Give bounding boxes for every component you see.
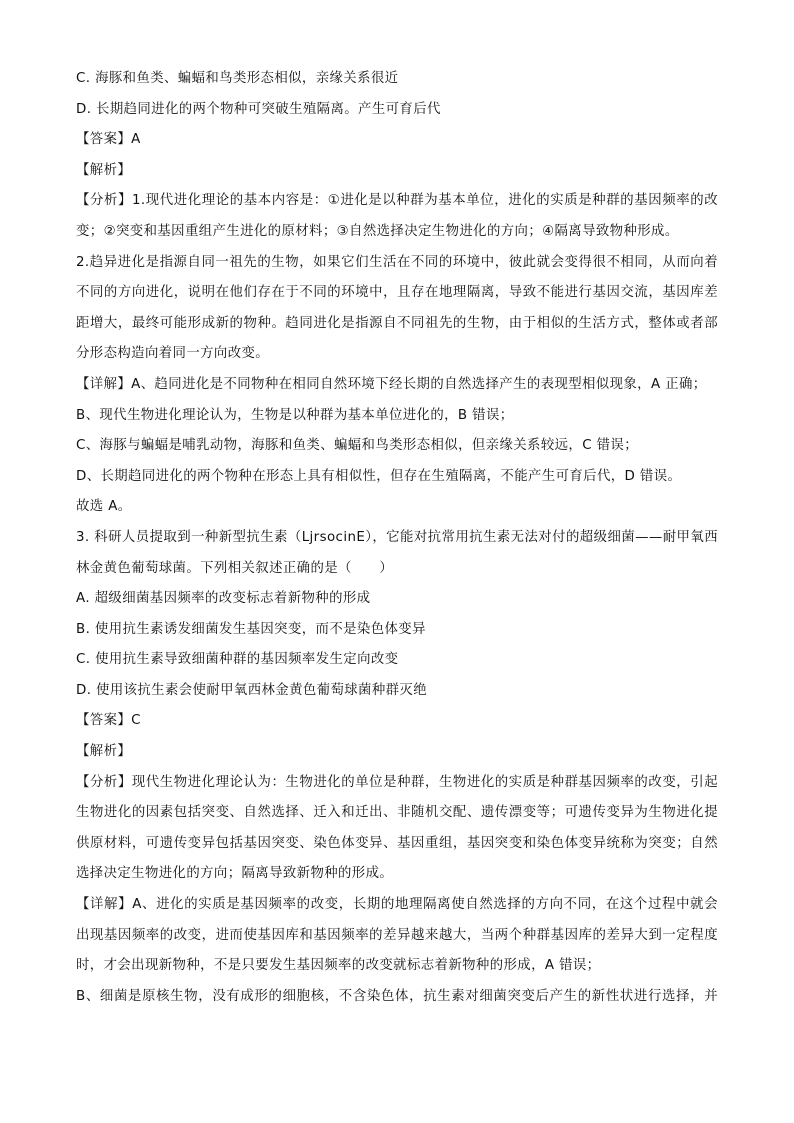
detail-q3-line-3: 时，才会出现新物种，不是只要发生基因频率的改变就标志着新物种的形成，A 错误； <box>76 958 601 974</box>
answer-q2: 【答案】A <box>76 132 141 148</box>
option-b-q3: B. 使用抗生素诱发细菌发生基因突变，而不是染色体变异 <box>76 621 426 637</box>
analysis-q2-line-2: 变；②突变和基因重组产生进化的原材料；③自然选择决定生物进化的方向；④隔离导致物种形成。 <box>76 223 679 239</box>
analysis-q3-line-4: 选择决定生物进化的方向；隔离导致新物种的形成。 <box>76 866 394 882</box>
question-3-line-2: 林金黄色葡萄球菌。下列相关叙述正确的是（ ） <box>76 560 394 576</box>
analysis-q2-line-3: 2.趋异进化是指源自同一祖先的生物，如果它们生活在不同的环境中，彼此就会变得很不相同，从而向着 <box>76 254 718 270</box>
option-c-q2: C. 海豚和鱼类、蝙蝠和鸟类形态相似，亲缘关系很近 <box>76 71 399 86</box>
detail-q2-line-4: D、长期趋同进化的两个物种在形态上具有相似性，但存在生殖隔离，不能产生可育后代，D 错误。 <box>76 468 682 484</box>
document-body <box>76 64 718 1012</box>
conclusion-q2: 故选 A。 <box>76 499 132 515</box>
answer-q3: 【答案】C <box>76 713 141 729</box>
option-a-q3: A. 超级细菌基因频率的改变标志着新物种的形成 <box>76 591 371 607</box>
option-d-q3: D. 使用该抗生素会使耐甲氧西林金黄色葡萄球菌种群灭绝 <box>76 682 427 698</box>
detail-q3-line-4: B、细菌是原核生物，没有成形的细胞核，不含染色体，抗生素对细菌突变后产生的新性状进行选择，并 <box>76 988 718 1004</box>
detail-q3-line-1: 【详解】A、进化的实质是基因频率的改变，长期的地理隔离使自然选择的方向不同，在这个过程中就会 <box>76 897 718 913</box>
analysis-q3-line-3: 供原材料，可遗传变异包括基因突变、染色体变异、基因重组，基因突变和染色体变异统称为突变；自然 <box>76 835 718 851</box>
explanation-heading-q3: 【解析】 <box>76 744 132 760</box>
analysis-q2-line-6: 分形态构造向着同一方向改变。 <box>76 346 270 362</box>
analysis-q2-line-5: 距增大，最终可能形成新的物种。趋同进化是指源自不同祖先的生物，由于相似的生活方式，整体或者部 <box>76 315 718 331</box>
option-c-q3: C. 使用抗生素导致细菌种群的基因频率发生定向改变 <box>76 652 399 668</box>
analysis-q3-line-2: 生物进化的因素包括突变、自然选择、迁入和迁出、非随机交配、遗传漂变等；可遗传变异为生物进化提 <box>76 805 718 821</box>
detail-q3-line-2: 出现基因频率的改变，进而使基因库和基因频率的差异越来越大，当两个种群基因库的差异大到一定程度 <box>76 927 718 943</box>
detail-q2-line-2: B、现代生物进化理论认为，生物是以种群为基本单位进化的，B 错误； <box>76 407 514 423</box>
analysis-q2-line-1: 【分析】1.现代进化理论的基本内容是：①进化是以种群为基本单位，进化的实质是种群的基因频率的改 <box>76 193 718 209</box>
analysis-q3-line-1: 【分析】现代生物进化理论认为：生物进化的单位是种群，生物进化的实质是种群基因频率的改变，引起 <box>76 774 718 790</box>
detail-q2-line-3: C、海豚与蝙蝠是哺乳动物，海豚和鱼类、蝙蝠和鸟类形态相似，但亲缘关系较远，C 错误； <box>76 438 638 454</box>
analysis-q2-line-4: 不同的方向进化，说明在他们存在于不同的环境中，且存在地理隔离，导致不能进行基因交流，基因库差 <box>76 285 718 301</box>
explanation-heading-q2: 【解析】 <box>76 162 132 178</box>
detail-q2-line-1: 【详解】A、趋同进化是不同物种在相同自然环境下经长期的自然选择产生的表现型相似现象，A 正确； <box>76 376 707 392</box>
option-d-q2: D. 长期趋同进化的两个物种可突破生殖隔离。产生可育后代 <box>76 101 441 117</box>
question-3-line-1: 3. 科研人员提取到一种新型抗生素（LjrsocinE），它能对抗常用抗生素无法对付的超级细菌——耐甲氧西 <box>76 529 718 545</box>
